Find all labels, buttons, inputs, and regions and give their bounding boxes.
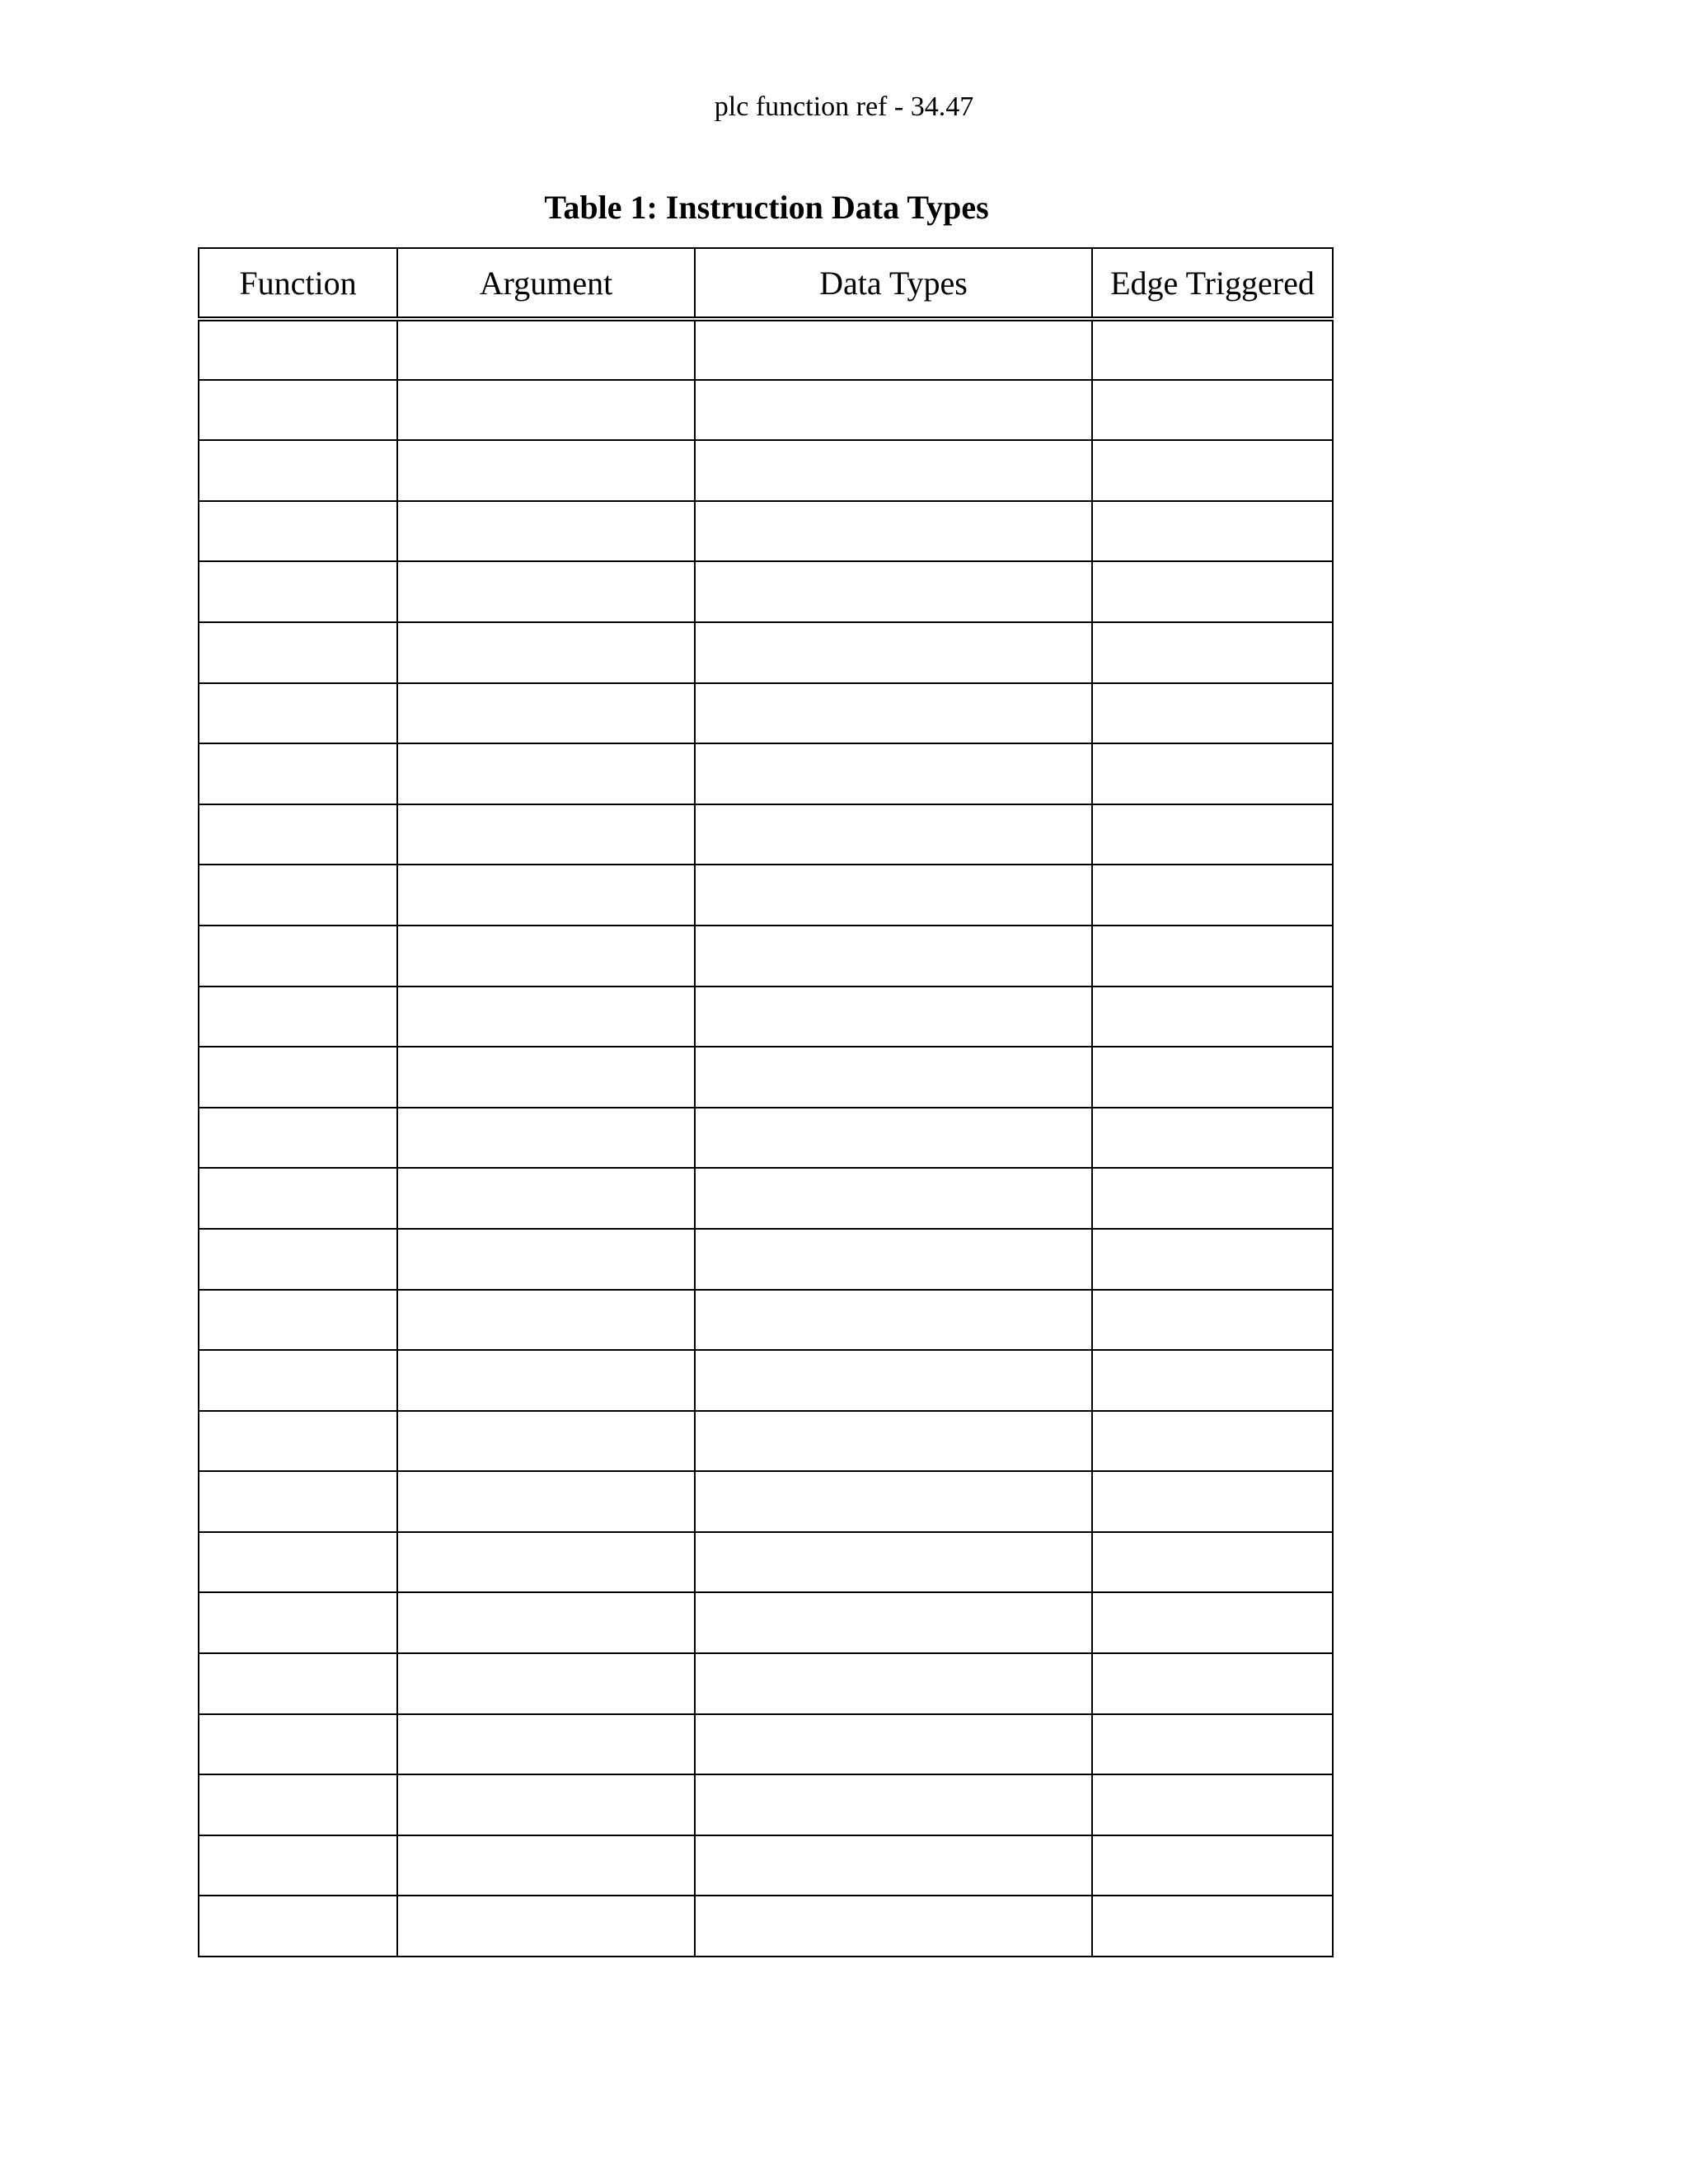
data-types-cell [695, 561, 1092, 622]
table-row [199, 1896, 1333, 1957]
argument-cell [397, 622, 695, 683]
table-row [199, 1774, 1333, 1835]
function-cell [199, 380, 397, 441]
argument-cell [397, 804, 695, 865]
edge-triggered-cell [1092, 926, 1333, 987]
data-types-cell [695, 743, 1092, 804]
argument-cell [397, 865, 695, 926]
function-cell [199, 743, 397, 804]
edge-triggered-cell [1092, 1229, 1333, 1290]
argument-cell [397, 1350, 695, 1411]
function-cell [199, 1108, 397, 1169]
data-types-cell [695, 987, 1092, 1047]
argument-cell [397, 440, 695, 501]
function-cell [199, 319, 397, 380]
argument-cell [397, 926, 695, 987]
table-row [199, 865, 1333, 926]
column-header-function: Function [199, 248, 397, 319]
edge-triggered-cell [1092, 804, 1333, 865]
function-cell [199, 987, 397, 1047]
data-types-cell [695, 1653, 1092, 1714]
argument-cell [397, 1592, 695, 1653]
data-types-cell [695, 1532, 1092, 1593]
edge-triggered-cell [1092, 1108, 1333, 1169]
function-cell [199, 1653, 397, 1714]
function-cell [199, 622, 397, 683]
argument-cell [397, 1411, 695, 1472]
function-cell [199, 804, 397, 865]
data-types-cell [695, 683, 1092, 744]
argument-cell [397, 501, 695, 562]
table-caption: Table 1: Instruction Data Types [544, 189, 989, 226]
function-cell [199, 1896, 397, 1957]
function-cell [199, 501, 397, 562]
argument-cell [397, 1653, 695, 1714]
function-cell [199, 1350, 397, 1411]
table-row [199, 987, 1333, 1047]
edge-triggered-cell [1092, 1774, 1333, 1835]
argument-cell [397, 1896, 695, 1957]
argument-cell [397, 1047, 695, 1108]
edge-triggered-cell [1092, 1350, 1333, 1411]
edge-triggered-cell [1092, 1714, 1333, 1775]
argument-cell [397, 1774, 695, 1835]
argument-cell [397, 1714, 695, 1775]
function-cell [199, 561, 397, 622]
table-row [199, 1471, 1333, 1532]
table-header-row [199, 248, 1333, 319]
argument-cell [397, 743, 695, 804]
data-types-cell [695, 501, 1092, 562]
argument-cell [397, 1835, 695, 1896]
data-types-cell [695, 380, 1092, 441]
edge-triggered-cell [1092, 561, 1333, 622]
edge-triggered-cell [1092, 1290, 1333, 1351]
table-row [199, 622, 1333, 683]
data-types-cell [695, 865, 1092, 926]
edge-triggered-cell [1092, 1592, 1333, 1653]
data-types-cell [695, 1774, 1092, 1835]
table-row [199, 1592, 1333, 1653]
edge-triggered-cell [1092, 1168, 1333, 1229]
table-row [199, 743, 1333, 804]
argument-cell [397, 683, 695, 744]
instruction-data-types-table [198, 247, 1334, 1957]
data-types-cell [695, 1047, 1092, 1108]
edge-triggered-cell [1092, 1653, 1333, 1714]
function-cell [199, 1774, 397, 1835]
function-cell [199, 1471, 397, 1532]
edge-triggered-cell [1092, 1835, 1333, 1896]
table-row [199, 926, 1333, 987]
data-types-cell [695, 1471, 1092, 1532]
table-row [199, 1290, 1333, 1351]
table-row [199, 1229, 1333, 1290]
argument-cell [397, 1229, 695, 1290]
table-row [199, 1168, 1333, 1229]
function-cell [199, 865, 397, 926]
function-cell [199, 1835, 397, 1896]
edge-triggered-cell [1092, 865, 1333, 926]
table-row [199, 1411, 1333, 1472]
table-row [199, 683, 1333, 744]
edge-triggered-cell [1092, 1411, 1333, 1472]
table-row [199, 1350, 1333, 1411]
data-types-cell [695, 319, 1092, 380]
table-row [199, 804, 1333, 865]
table-row [199, 561, 1333, 622]
argument-cell [397, 380, 695, 441]
edge-triggered-cell [1092, 1532, 1333, 1593]
data-types-cell [695, 804, 1092, 865]
data-types-cell [695, 1835, 1092, 1896]
function-cell [199, 1047, 397, 1108]
data-types-cell [695, 1592, 1092, 1653]
data-types-cell [695, 1714, 1092, 1775]
function-cell [199, 440, 397, 501]
table-row [199, 380, 1333, 441]
argument-cell [397, 987, 695, 1047]
argument-cell [397, 1290, 695, 1351]
table-row [199, 1532, 1333, 1593]
function-cell [199, 1532, 397, 1593]
data-types-cell [695, 622, 1092, 683]
argument-cell [397, 561, 695, 622]
function-cell [199, 1168, 397, 1229]
data-types-cell [695, 1108, 1092, 1169]
argument-cell [397, 1532, 695, 1593]
argument-cell [397, 1108, 695, 1169]
column-header-argument: Argument [397, 248, 695, 319]
table-row [199, 319, 1333, 380]
page-header: plc function ref - 34.47 [714, 91, 974, 122]
argument-cell [397, 1471, 695, 1532]
argument-cell [397, 1168, 695, 1229]
edge-triggered-cell [1092, 1896, 1333, 1957]
data-types-cell [695, 1290, 1092, 1351]
edge-triggered-cell [1092, 1471, 1333, 1532]
data-types-cell [695, 1896, 1092, 1957]
data-types-cell [695, 440, 1092, 501]
table-row [199, 440, 1333, 501]
function-cell [199, 1290, 397, 1351]
column-header-data-types: Data Types [695, 248, 1092, 319]
table-row [199, 1047, 1333, 1108]
function-cell [199, 1592, 397, 1653]
argument-cell [397, 319, 695, 380]
edge-triggered-cell [1092, 987, 1333, 1047]
data-types-cell [695, 926, 1092, 987]
table-row [199, 1108, 1333, 1169]
data-types-cell [695, 1350, 1092, 1411]
edge-triggered-cell [1092, 440, 1333, 501]
table-row [199, 501, 1333, 562]
function-cell [199, 1714, 397, 1775]
table-row [199, 1653, 1333, 1714]
edge-triggered-cell [1092, 1047, 1333, 1108]
data-types-cell [695, 1168, 1092, 1229]
edge-triggered-cell [1092, 380, 1333, 441]
data-types-cell [695, 1229, 1092, 1290]
edge-triggered-cell [1092, 501, 1333, 562]
edge-triggered-cell [1092, 743, 1333, 804]
function-cell [199, 1229, 397, 1290]
edge-triggered-cell [1092, 683, 1333, 744]
edge-triggered-cell [1092, 622, 1333, 683]
function-cell [199, 1411, 397, 1472]
table-row [199, 1714, 1333, 1775]
column-header-edge-triggered: Edge Triggered [1092, 248, 1333, 319]
edge-triggered-cell [1092, 319, 1333, 380]
table-row [199, 1835, 1333, 1896]
data-types-cell [695, 1411, 1092, 1472]
table-body [199, 319, 1333, 1957]
function-cell [199, 926, 397, 987]
function-cell [199, 683, 397, 744]
